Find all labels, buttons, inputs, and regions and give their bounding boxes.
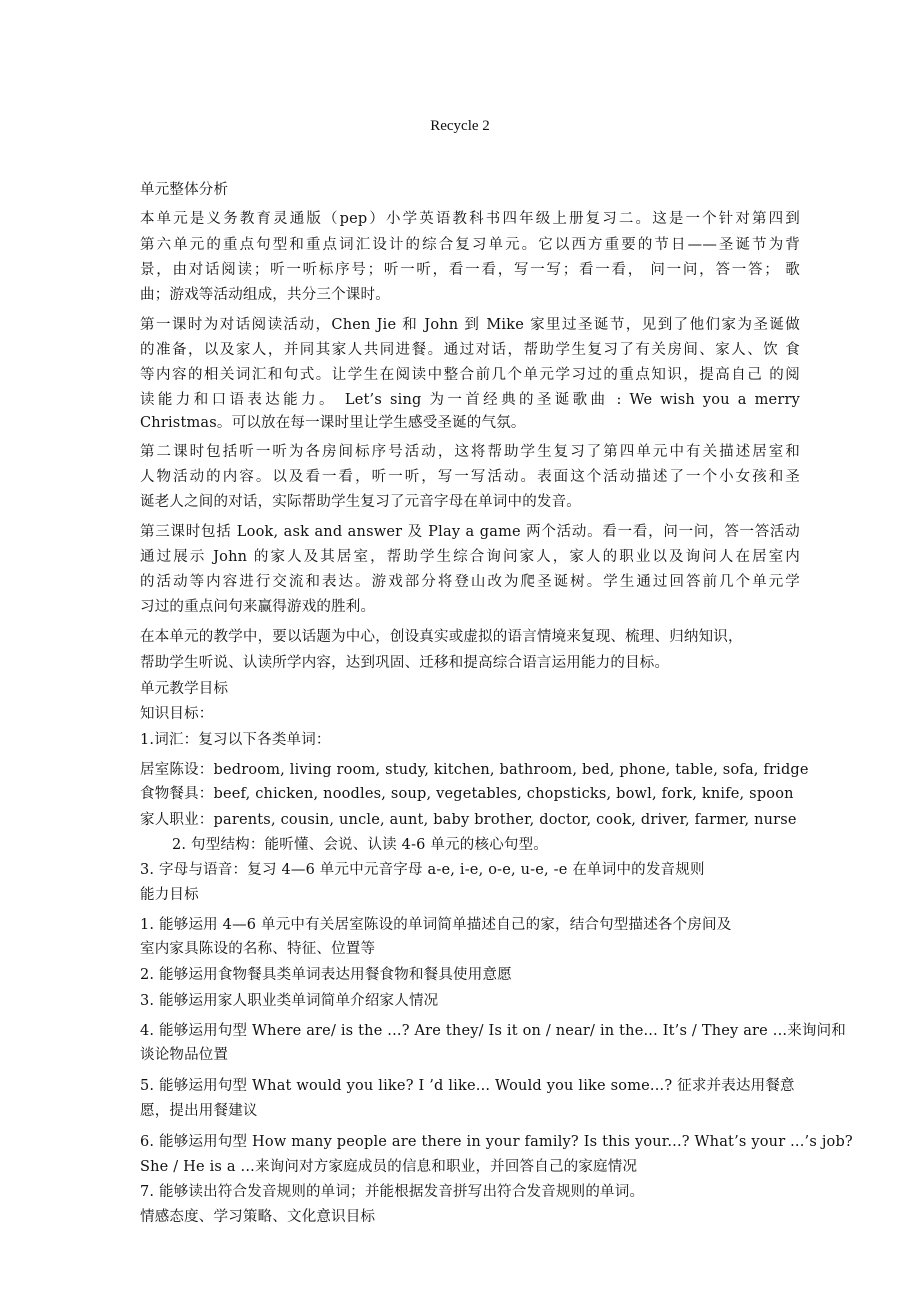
vocab-line-family: 家人职业：parents, cousin, uncle, aunt, baby brother, doctor, cook, driver, farmer, nurse: [140, 812, 797, 828]
list-item: 3. 能够运用家人职业类单词简单介绍家人情况: [140, 993, 439, 1009]
paragraph-line: 诞老人之间的对话，实际帮助学生复习了元音字母在单词中的发音。: [140, 494, 581, 510]
paragraph-line: 帮助学生听说、认读所学内容，达到巩固、迁移和提高综合语言运用能力的目标。: [140, 655, 670, 671]
subsection-heading: 情感态度、学习策略、文化意识目标: [140, 1209, 376, 1225]
paragraph-line: 等内容的相关词汇和句式。让学生在阅读中整合前几个单元学习过的重点知识，提高自己 的阅: [140, 367, 800, 383]
paragraph-line: 第三课时包括 Look, ask and answer 及 Play a game 两个活动。看一看，问一问，答一答活动: [140, 524, 800, 540]
paragraph-line: 第六单元的重点句型和重点词汇设计的综合复习单元。它以西方重要的节日——圣诞节为背: [140, 237, 800, 253]
vocab-line-rooms: 居室陈设：bedroom, living room, study, kitchen, bathroom, bed, phone, table, sofa, fridge: [140, 762, 809, 778]
list-item-continued: 谈论物品位置: [140, 1047, 229, 1063]
paragraph-line: 本单元是义务教育灵通版（pep）小学英语教科书四年级上册复习二。这是一个针对第四到: [140, 211, 800, 227]
subsection-heading: 知识目标：: [140, 706, 214, 722]
subsection-heading: 能力目标: [140, 887, 199, 903]
paragraph-line: 景，由对话阅读；听一听标序号；听一听，看一看，写一写；看一看， 问一问，答一答； 歌: [140, 262, 800, 278]
paragraph-line: 在本单元的教学中，要以话题为中心，创设真实或虚拟的语言情境来复现、梳理、归纳知识，: [140, 629, 743, 645]
section-heading: 单元整体分析: [140, 182, 229, 198]
paragraph-line: 第一课时为对话阅读活动，Chen Jie 和 John 到 Mike 家里过圣诞节，见到了他们家为圣诞做: [140, 317, 800, 333]
vocab-line-food: 食物餐具：beef, chicken, noodles, soup, vegetables, chopsticks, bowl, fork, knife, spoon: [140, 786, 794, 802]
list-item: 2. 能够运用食物餐具类单词表达用餐食物和餐具使用意愿: [140, 967, 512, 983]
paragraph-line: 习过的重点问句来赢得游戏的胜利。: [140, 599, 376, 615]
list-item: 5. 能够运用句型 What would you like? I ’d like... Would you like some...? 征求并表达用餐意: [140, 1078, 795, 1094]
paragraph-line: 读能力和口语表达能力。 Let’s sing 为一首经典的圣诞歌曲 : We wish you a merry: [140, 392, 800, 408]
document-title: Recycle 2: [430, 118, 490, 134]
list-item: 2. 句型结构：能听懂、会说、认读 4-6 单元的核心句型。: [172, 837, 549, 853]
list-item: 6. 能够运用句型 How many people are there in your family? Is this your...? What’s your ...’s job?: [140, 1134, 853, 1150]
list-item: 7. 能够读出符合发音规则的单词；并能根据发音拼写出符合发音规则的单词。: [140, 1184, 645, 1200]
list-item: 4. 能够运用句型 Where are/ is the ...? Are they/ Is it on / near/ in the... It’s / They are ...来询问和: [140, 1023, 847, 1039]
paragraph-line: Christmas。可以放在每一课时里让学生感受圣诞的气氛。: [140, 415, 526, 431]
list-item: 3. 字母与语音：复习 4—6 单元中元音字母 a-e, i-e, o-e, u-e, -e 在单词中的发音规则: [140, 862, 705, 878]
list-item-continued: She / He is a ...来询问对方家庭成员的信息和职业，并回答自己的家庭情况: [140, 1159, 638, 1175]
paragraph-line: 曲；游戏等活动组成，共分三个课时。: [140, 287, 390, 303]
paragraph-line: 的准备，以及家人，并同其家人共同进餐。通过对话，帮助学生复习了有关房间、家人、饮 食: [140, 342, 800, 358]
paragraph-line: 第二课时包括听一听为各房间标序号活动，这将帮助学生复习了第四单元中有关描述居室和: [140, 444, 800, 460]
section-heading: 单元教学目标: [140, 681, 229, 697]
list-item-continued: 室内家具陈设的名称、特征、位置等: [140, 941, 376, 957]
list-item: 1. 能够运用 4—6 单元中有关居室陈设的单词简单描述自己的家，结合句型描述各个房间及: [140, 917, 732, 933]
paragraph-line: 人物活动的内容。以及看一看，听一听，写一写活动。表面这个活动描述了一个小女孩和圣: [140, 469, 800, 485]
paragraph-line: 通过展示 John 的家人及其居室，帮助学生综合询问家人，家人的职业以及询问人在居室内: [140, 549, 800, 565]
list-item: 1.词汇：复习以下各类单词：: [140, 732, 331, 748]
paragraph-line: 的活动等内容进行交流和表达。游戏部分将登山改为爬圣诞树。学生通过回答前几个单元学: [140, 574, 800, 590]
list-item-continued: 愿，提出用餐建议: [140, 1103, 258, 1119]
